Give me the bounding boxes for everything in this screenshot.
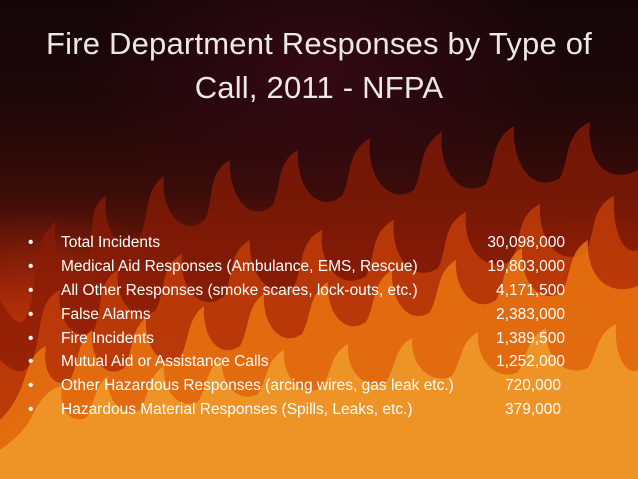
bullet-icon: • (28, 257, 34, 275)
item-label: Hazardous Material Responses (Spills, Leaks, etc.) (61, 401, 413, 419)
bullet-icon: • (28, 401, 34, 419)
bullet-icon: • (28, 377, 34, 395)
list-item-mutual-aid (28, 350, 578, 374)
item-label: False Alarms (61, 305, 151, 323)
list-item-medical-aid (28, 255, 578, 279)
item-value: 1,389,500 (496, 329, 565, 347)
list-item-other-hazardous (28, 374, 578, 398)
item-label: Fire Incidents (61, 329, 155, 347)
slide-title: Fire Department Responses by Type of Call, 2011 - NFPA (46, 26, 592, 105)
item-value: 30,098,000 (487, 234, 565, 251)
list-item-false-alarms (28, 303, 578, 327)
item-value: 1,252,000 (496, 353, 565, 371)
item-value: 379,000 (504, 401, 561, 419)
list-item-total-incidents (28, 231, 578, 255)
bullet-icon: • (28, 234, 34, 251)
item-label: Other Hazardous Responses (arcing wires, gas leak etc.) (61, 377, 454, 395)
list-item-fire-incidents (28, 327, 578, 351)
bullet-icon: • (28, 329, 34, 347)
item-value: 4,171,500 (496, 281, 565, 299)
list-item-hazardous-material (28, 398, 578, 422)
item-value: 2,383,000 (496, 305, 565, 323)
bullet-icon: • (28, 305, 34, 323)
bullet-icon: • (28, 281, 34, 299)
item-label: Medical Aid Responses (Ambulance, EMS, Rescue) (61, 257, 418, 275)
item-label: All Other Responses (smoke scares, lock-outs, etc.) (61, 281, 418, 299)
bullet-icon: • (28, 353, 34, 371)
call-type-list (28, 231, 578, 422)
item-value: 720,000 (504, 377, 561, 395)
list-item-all-other (28, 279, 578, 303)
item-label: Total Incidents (61, 234, 161, 251)
item-value: 19,803,000 (487, 257, 565, 275)
item-label: Mutual Aid or Assistance Calls (61, 353, 269, 371)
